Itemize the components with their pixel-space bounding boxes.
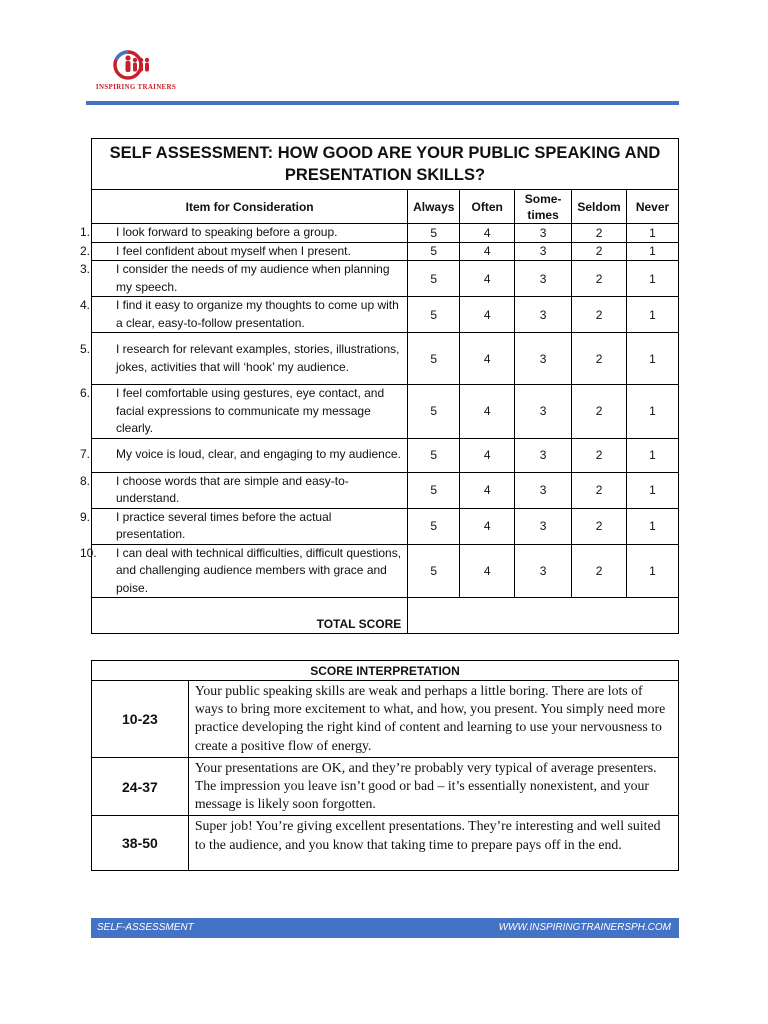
score-seldom[interactable]: 2 [572,261,627,297]
col-often: Often [460,190,515,224]
range-description: Super job! You’re giving excellent presentations. They’re interesting and well suited to the audience, and you know that taking time to prepare pays off in the end. [188,816,678,871]
header-divider [86,101,679,105]
score-never[interactable]: 1 [627,242,679,261]
item-number: 3. [80,262,91,276]
assessment-item-row [92,333,679,385]
item-number: 10. [80,545,97,560]
score-seldom[interactable]: 2 [572,224,627,243]
score-sometimes[interactable]: 3 [515,242,572,261]
item-text-cell [80,297,408,333]
score-never[interactable]: 1 [627,508,679,544]
score-never[interactable]: 1 [627,472,679,508]
score-range: 38-50 [92,816,189,871]
score-seldom[interactable]: 2 [572,508,627,544]
score-often[interactable]: 4 [460,333,515,385]
score-seldom[interactable]: 2 [572,438,627,472]
item-number: 4. [80,298,91,312]
item-text-cell [80,333,408,385]
score-never[interactable]: 1 [627,333,679,385]
score-sometimes[interactable]: 3 [515,224,572,243]
interpretation-row [92,816,679,871]
score-sometimes[interactable]: 3 [515,544,572,598]
assessment-item-row [92,224,679,243]
col-sometimes-line-1: Some- [524,191,562,206]
logo-emblem-icon [112,48,160,84]
col-item: Item for Consideration [92,190,408,224]
score-seldom[interactable]: 2 [572,472,627,508]
item-text: I look forward to speaking before a group. [116,225,338,239]
score-often[interactable]: 4 [460,508,515,544]
score-never[interactable]: 1 [627,224,679,243]
footer-website-link[interactable]: WWW.INSPIRINGTRAINERSPH.COM [498,922,671,933]
score-always[interactable]: 5 [408,224,460,243]
col-always: Always [408,190,460,224]
interpretation-row [92,681,679,758]
assessment-item-row [92,261,679,297]
assessment-item-row [92,544,679,598]
assessment-title [92,139,679,190]
assessment-item-row [92,297,679,333]
score-sometimes[interactable]: 3 [515,261,572,297]
item-text: I practice several times before the actual presentation. [116,509,332,541]
total-score-row [92,598,679,634]
col-sometimes-line-2: times [527,207,559,222]
total-score-label: TOTAL SCORE [92,598,408,634]
item-number: 5. [80,342,91,356]
score-seldom[interactable]: 2 [572,242,627,261]
item-text-cell [80,472,408,508]
assessment-item-row [92,242,679,261]
item-text: I find it easy to organize my thoughts to come up with a clear, easy-to-follow presentation. [116,298,399,330]
score-often[interactable]: 4 [460,438,515,472]
item-text: I feel confident about myself when I present. [116,243,351,258]
score-often[interactable]: 4 [460,242,515,261]
score-interpretation-table [91,660,679,871]
score-always[interactable]: 5 [408,261,460,297]
score-never[interactable]: 1 [627,544,679,598]
company-logo [86,48,186,96]
score-range: 10-23 [92,681,189,758]
score-seldom[interactable]: 2 [572,385,627,439]
score-often[interactable]: 4 [460,261,515,297]
item-number: 6. [80,386,91,400]
item-text: I consider the needs of my audience when planning my speech. [116,262,390,294]
title-line-1: SELF ASSESSMENT: HOW GOOD ARE YOUR PUBLIC SPEAKING AND [109,144,661,162]
logo-text: INSPIRING TRAINERS [95,83,177,91]
score-always[interactable]: 5 [408,297,460,333]
assessment-item-row [92,508,679,544]
score-always[interactable]: 5 [408,438,460,472]
assessment-item-row [92,472,679,508]
score-often[interactable]: 4 [460,544,515,598]
score-always[interactable]: 5 [408,472,460,508]
item-text: I research for relevant examples, stories, illustrations, jokes, activities that will ‘hook’ my audience. [116,342,400,374]
assessment-item-row [92,385,679,439]
score-sometimes[interactable]: 3 [515,472,572,508]
score-always[interactable]: 5 [408,544,460,598]
footer-left-label: SELF-ASSESSMENT [97,922,194,933]
item-text-cell [80,261,408,297]
column-header-row [92,190,679,224]
item-number: 9. [80,509,91,524]
score-never[interactable]: 1 [627,297,679,333]
assessment-item-row [92,438,679,472]
score-sometimes[interactable]: 3 [515,508,572,544]
col-sometimes [515,190,572,224]
score-seldom[interactable]: 2 [572,544,627,598]
score-sometimes[interactable]: 3 [515,385,572,439]
item-text-cell [80,385,408,439]
score-often[interactable]: 4 [460,224,515,243]
score-always[interactable]: 5 [408,508,460,544]
score-range: 24-37 [92,757,189,816]
item-text-cell [80,544,408,598]
item-text-cell [80,242,408,261]
item-text: I feel comfortable using gestures, eye contact, and facial expressions to communicate my message clearly. [116,386,385,435]
col-never: Never [627,190,679,224]
score-never[interactable]: 1 [627,261,679,297]
title-line-2: PRESENTATION SKILLS? [284,166,486,184]
score-sometimes[interactable]: 3 [515,333,572,385]
score-always[interactable]: 5 [408,242,460,261]
range-description: Your presentations are OK, and they’re probably very typical of average presenters. The impression you leave isn’t good or bad – it’s essentially nonexistent, and your message is likely soon forgotten. [188,757,678,816]
score-often[interactable]: 4 [460,297,515,333]
item-text: My voice is loud, clear, and engaging to my audience. [116,447,401,462]
item-text-cell [80,508,408,544]
item-text: I choose words that are simple and easy-to-understand. [116,473,349,505]
range-description: Your public speaking skills are weak and perhaps a little boring. There are lots of ways to bring more excitement to what, and how, you present. You simply need more practice developing the right kind of content and learning to use your nervousness to create a positive flow of energy. [188,681,678,758]
score-sometimes[interactable]: 3 [515,297,572,333]
total-score-field[interactable] [408,598,679,634]
col-seldom: Seldom [572,190,627,224]
score-never[interactable]: 1 [627,385,679,439]
score-always[interactable]: 5 [408,333,460,385]
score-always[interactable]: 5 [408,385,460,439]
item-number: 7. [80,447,91,462]
item-text-cell [80,438,408,472]
item-text-cell [80,224,408,243]
footer-bar [91,918,679,938]
item-number: 1. [80,225,91,239]
score-sometimes[interactable]: 3 [515,438,572,472]
item-number: 8. [80,473,91,488]
score-never[interactable]: 1 [627,438,679,472]
item-text: I can deal with technical difficulties, difficult questions, and challenging audience members with grace and poise. [116,545,402,595]
interpretation-title: SCORE INTERPRETATION [92,661,679,681]
assessment-table [80,138,679,634]
score-often[interactable]: 4 [460,385,515,439]
score-seldom[interactable]: 2 [572,297,627,333]
interpretation-row [92,757,679,816]
score-often[interactable]: 4 [460,472,515,508]
score-seldom[interactable]: 2 [572,333,627,385]
item-number: 2. [80,243,91,258]
